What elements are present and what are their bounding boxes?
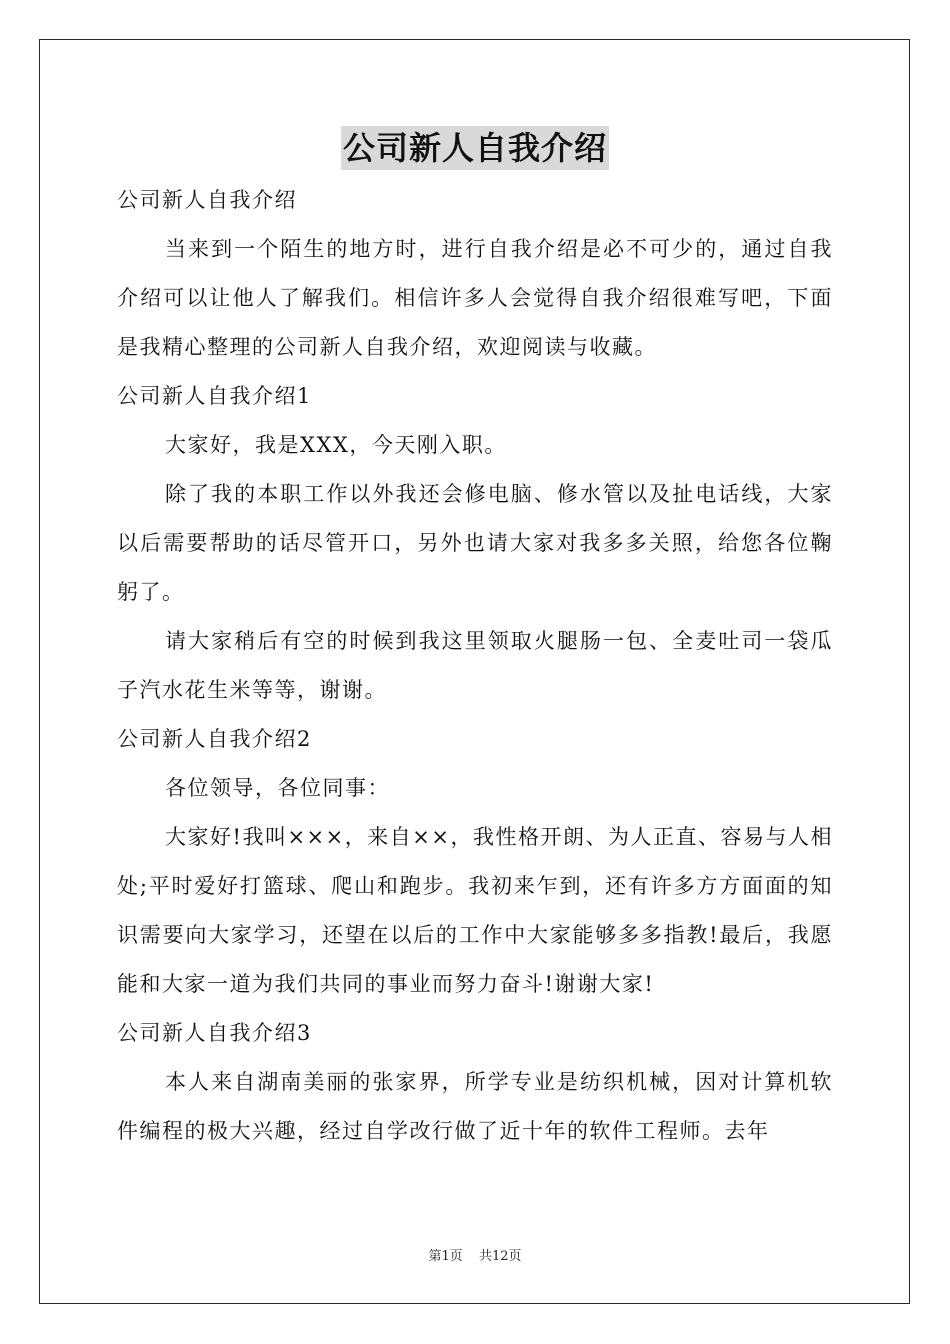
page-footer — [0, 1248, 950, 1266]
page-number: 第1页 — [428, 1249, 463, 1264]
body-paragraph: 大家好，我是XXX，今天刚入职。 — [165, 433, 507, 457]
section-heading: 公司新人自我介绍 — [117, 188, 297, 212]
body-paragraph: 大家好!我叫×××，来自××，我性格开朗、为人正直、容易与人相处;平时爱好打篮球、爬山和跑步。我初来乍到，还有许多方方面面的知识需要向大家学习，还望在以后的工作中大家能够多多指教!最后，我愿能和大家一道为我们共同的事业而努力奋斗!谢谢大家! — [117, 825, 833, 996]
document-body — [117, 176, 833, 1156]
body-paragraph: 本人来自湖南美丽的张家界，所学专业是纺织机械，因对计算机软件编程的极大兴趣，经过自学改行做了近十年的软件工程师。去年 — [117, 1070, 833, 1143]
body-paragraph: 除了我的本职工作以外我还会修电脑、修水管以及扯电话线，大家以后需要帮助的话尽管开口，另外也请大家对我多多关照，给您各位鞠躬了。 — [117, 482, 833, 604]
body-paragraph: 各位领导，各位同事： — [165, 776, 390, 800]
section-heading: 公司新人自我介绍3 — [117, 1021, 312, 1045]
section-heading: 公司新人自我介绍2 — [117, 727, 312, 751]
title-container — [0, 126, 950, 170]
body-paragraph: 当来到一个陌生的地方时，进行自我介绍是必不可少的，通过自我介绍可以让他人了解我们。相信许多人会觉得自我介绍很难写吧，下面是我精心整理的公司新人自我介绍，欢迎阅读与收藏。 — [117, 237, 833, 359]
section-heading: 公司新人自我介绍1 — [117, 384, 312, 408]
page-total: 共12页 — [478, 1249, 522, 1264]
body-paragraph: 请大家稍后有空的时候到我这里领取火腿肠一包、全麦吐司一袋瓜子汽水花生米等等，谢谢。 — [117, 629, 833, 702]
document-title: 公司新人自我介绍 — [341, 126, 609, 170]
